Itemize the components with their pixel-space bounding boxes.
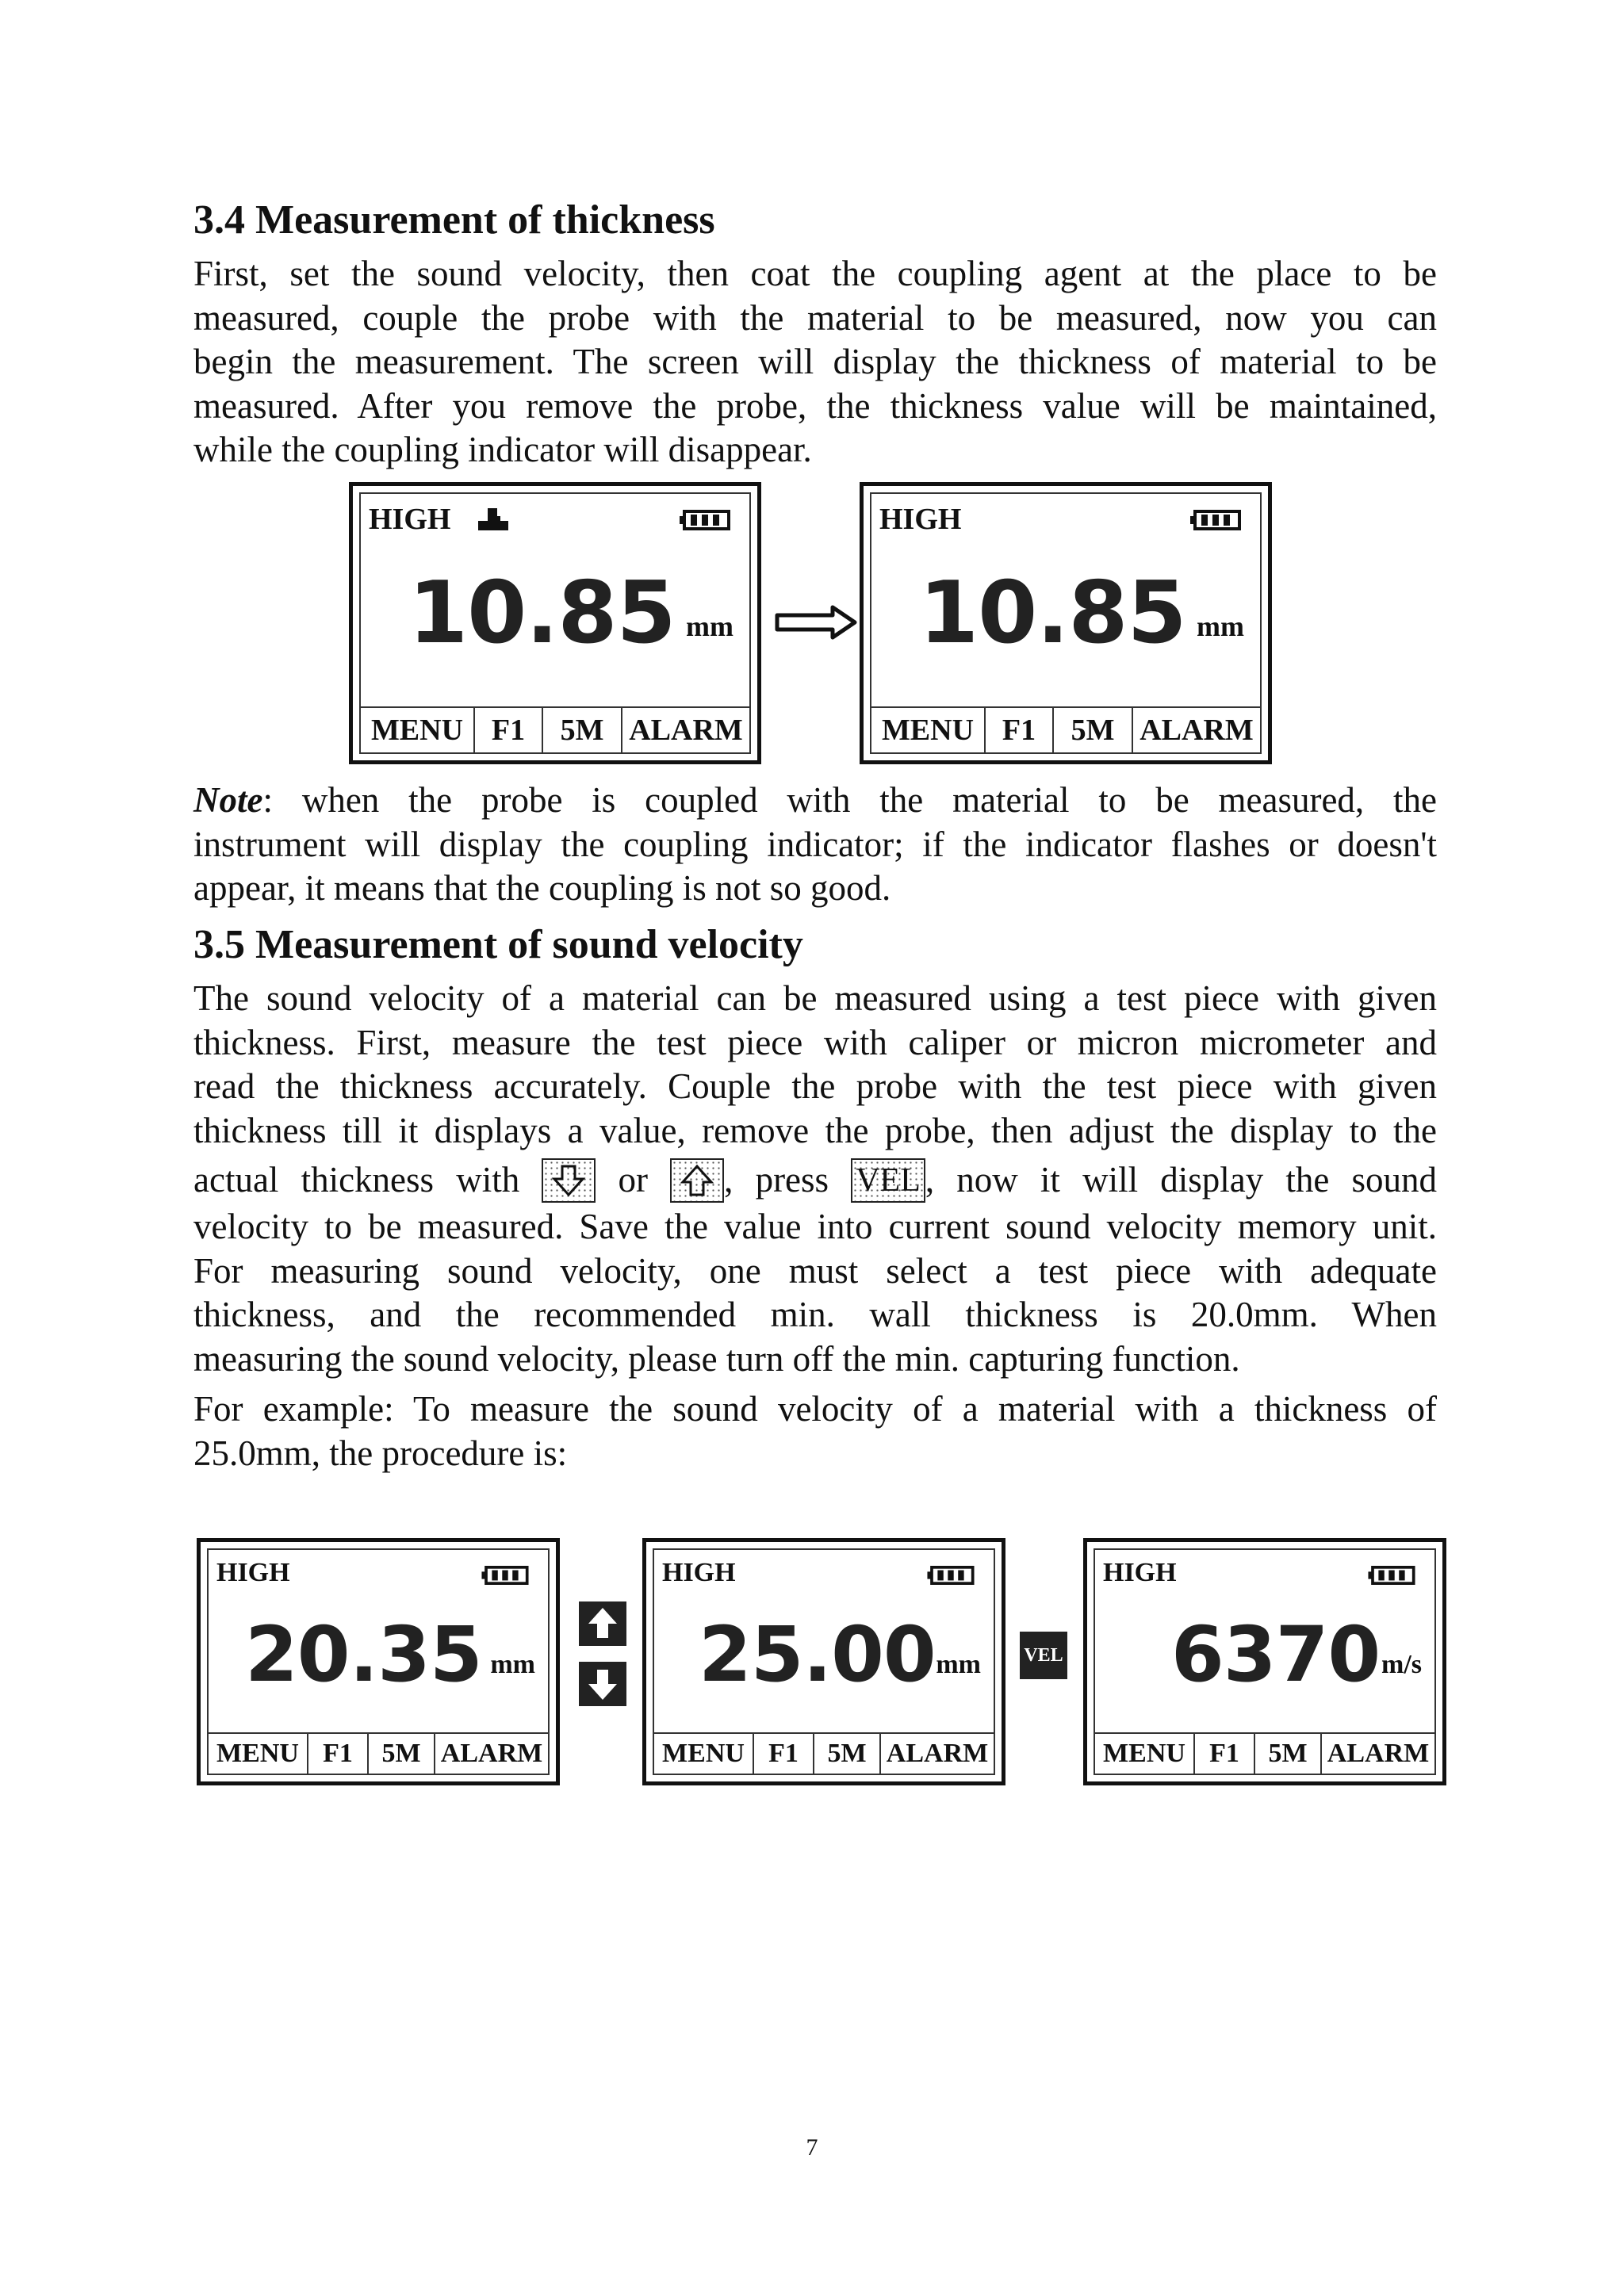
text-line: thickness. First, measure the test piece with caliper or micron micrometer and <box>193 1022 1437 1062</box>
text-line: The sound velocity of a material can be measured using a test piece with given <box>193 978 1437 1018</box>
section-heading-3-5: 3.5 Measurement of sound velocity <box>193 922 803 967</box>
softkey-alarm[interactable]: ALARM <box>1139 714 1254 747</box>
up-arrow-icon <box>579 1601 626 1646</box>
text-line: instrument will display the coupling indicator; if the indicator flashes or doesn't <box>193 824 1437 864</box>
section-3-5-paragraph <box>193 977 1437 1153</box>
softkey-bar <box>871 706 1260 752</box>
battery-icon <box>1190 510 1241 534</box>
text-line <box>193 1154 1437 1206</box>
mode-label: HIGH <box>1103 1558 1177 1587</box>
text-line: For example: To measure the sound velocity of a material with a thickness of <box>193 1389 1437 1429</box>
note-paragraph <box>193 779 1437 911</box>
lcd-screen-adjusted <box>642 1538 1005 1785</box>
battery-icon <box>1368 1566 1415 1589</box>
thickness-reading: 10.85 <box>408 564 676 663</box>
thickness-reading: 25.00 <box>699 1610 936 1699</box>
text-line: measuring the sound velocity, please turn off the min. capturing function. <box>193 1338 1240 1379</box>
mode-label: HIGH <box>369 503 451 536</box>
text-line: velocity to be measured. Save the value into current sound velocity memory unit. <box>193 1207 1437 1246</box>
unit-label: mm <box>1197 610 1244 642</box>
softkey-menu[interactable]: MENU <box>1095 1734 1195 1774</box>
battery-icon <box>927 1566 975 1589</box>
softkey-alarm[interactable]: ALARM <box>440 1739 543 1768</box>
note-label: Note <box>193 780 263 820</box>
unit-label: mm <box>490 1650 535 1679</box>
lcd-screen-velocity <box>1083 1538 1446 1785</box>
text-line: 25.0mm, the procedure is: <box>193 1433 568 1473</box>
note-text: : when the probe is coupled with the material to be measured, the <box>262 780 1437 820</box>
section-heading-3-4: 3.4 Measurement of thickness <box>193 197 715 243</box>
softkey-menu[interactable]: MENU <box>361 708 475 752</box>
softkey-bar <box>209 1732 548 1774</box>
softkey-probe[interactable]: 5M <box>1054 708 1133 752</box>
softkey-bar <box>361 706 749 752</box>
down-arrow-icon <box>579 1662 626 1706</box>
section-3-4-paragraph <box>193 252 1437 473</box>
softkey-f1[interactable]: F1 <box>986 708 1054 752</box>
thickness-reading: 10.85 <box>919 564 1186 663</box>
text-line: measured, couple the probe with the material to be measured, now you can <box>193 297 1437 338</box>
softkey-alarm[interactable]: ALARM <box>886 1739 989 1768</box>
softkey-probe[interactable]: 5M <box>369 1734 435 1774</box>
softkey-f1[interactable]: F1 <box>754 1734 814 1774</box>
softkey-menu[interactable]: MENU <box>209 1734 308 1774</box>
key-instruction-line <box>193 1154 1437 1206</box>
softkey-probe[interactable]: 5M <box>1255 1734 1322 1774</box>
text-fragment: or <box>618 1160 649 1200</box>
text-fragment: actual thickness with <box>193 1160 520 1200</box>
text-line: First, set the sound velocity, then coat the coupling agent at the place to be <box>193 254 1437 293</box>
text-line: thickness till it displays a value, remove the probe, then adjust the display to the <box>193 1110 1437 1150</box>
down-key-icon <box>542 1158 596 1203</box>
softkey-alarm[interactable]: ALARM <box>1327 1739 1430 1768</box>
text-line <box>193 779 1437 823</box>
softkey-menu[interactable]: MENU <box>654 1734 754 1774</box>
lcd-screen-coupled <box>349 482 761 764</box>
text-line: thickness, and the recommended min. wall thickness is 20.0mm. When <box>193 1295 1437 1334</box>
lcd-screen-held <box>860 482 1272 764</box>
softkey-menu[interactable]: MENU <box>871 708 986 752</box>
battery-icon <box>481 1566 529 1589</box>
velocity-reading: 6370 <box>1171 1610 1381 1699</box>
example-paragraph <box>193 1387 1437 1475</box>
unit-label: mm <box>686 610 733 642</box>
softkey-bar <box>654 1732 994 1774</box>
coupling-indicator-icon <box>477 507 511 536</box>
text-line: appear, it means that the coupling is not so good. <box>193 868 891 908</box>
softkey-f1[interactable]: F1 <box>1195 1734 1255 1774</box>
text-line: read the thickness accurately. Couple the probe with the test piece with given <box>193 1066 1437 1106</box>
text-line: while the coupling indicator will disappear. <box>193 430 812 469</box>
softkey-probe[interactable]: 5M <box>543 708 622 752</box>
text-fragment: , now it will display the sound <box>925 1160 1438 1200</box>
lcd-screen-measured <box>197 1538 560 1785</box>
battery-icon <box>680 510 730 534</box>
softkey-f1[interactable]: F1 <box>475 708 543 752</box>
softkey-f1[interactable]: F1 <box>308 1734 369 1774</box>
text-line: begin the measurement. The screen will display the thickness of material to be <box>193 342 1437 381</box>
text-line: For measuring sound velocity, one must select a test piece with adequate <box>193 1250 1437 1291</box>
mode-label: HIGH <box>216 1558 290 1587</box>
thickness-reading: 20.35 <box>245 1610 482 1699</box>
up-key-icon <box>670 1158 724 1203</box>
section-3-5-paragraph-continued <box>193 1205 1437 1381</box>
right-arrow-icon <box>774 604 858 641</box>
text-line: measured. After you remove the probe, the thickness value will be maintained, <box>193 385 1437 426</box>
softkey-alarm[interactable]: ALARM <box>629 714 743 747</box>
vel-button-icon: VEL <box>1020 1632 1067 1679</box>
mode-label: HIGH <box>662 1558 736 1587</box>
unit-label: m/s <box>1381 1650 1422 1679</box>
page-number: 7 <box>806 2134 818 2160</box>
mode-label: HIGH <box>879 503 962 536</box>
vel-key-icon: VEL <box>851 1158 925 1203</box>
text-fragment: , press <box>724 1160 829 1200</box>
softkey-bar <box>1095 1732 1434 1774</box>
softkey-probe[interactable]: 5M <box>814 1734 881 1774</box>
unit-label: mm <box>936 1650 981 1679</box>
